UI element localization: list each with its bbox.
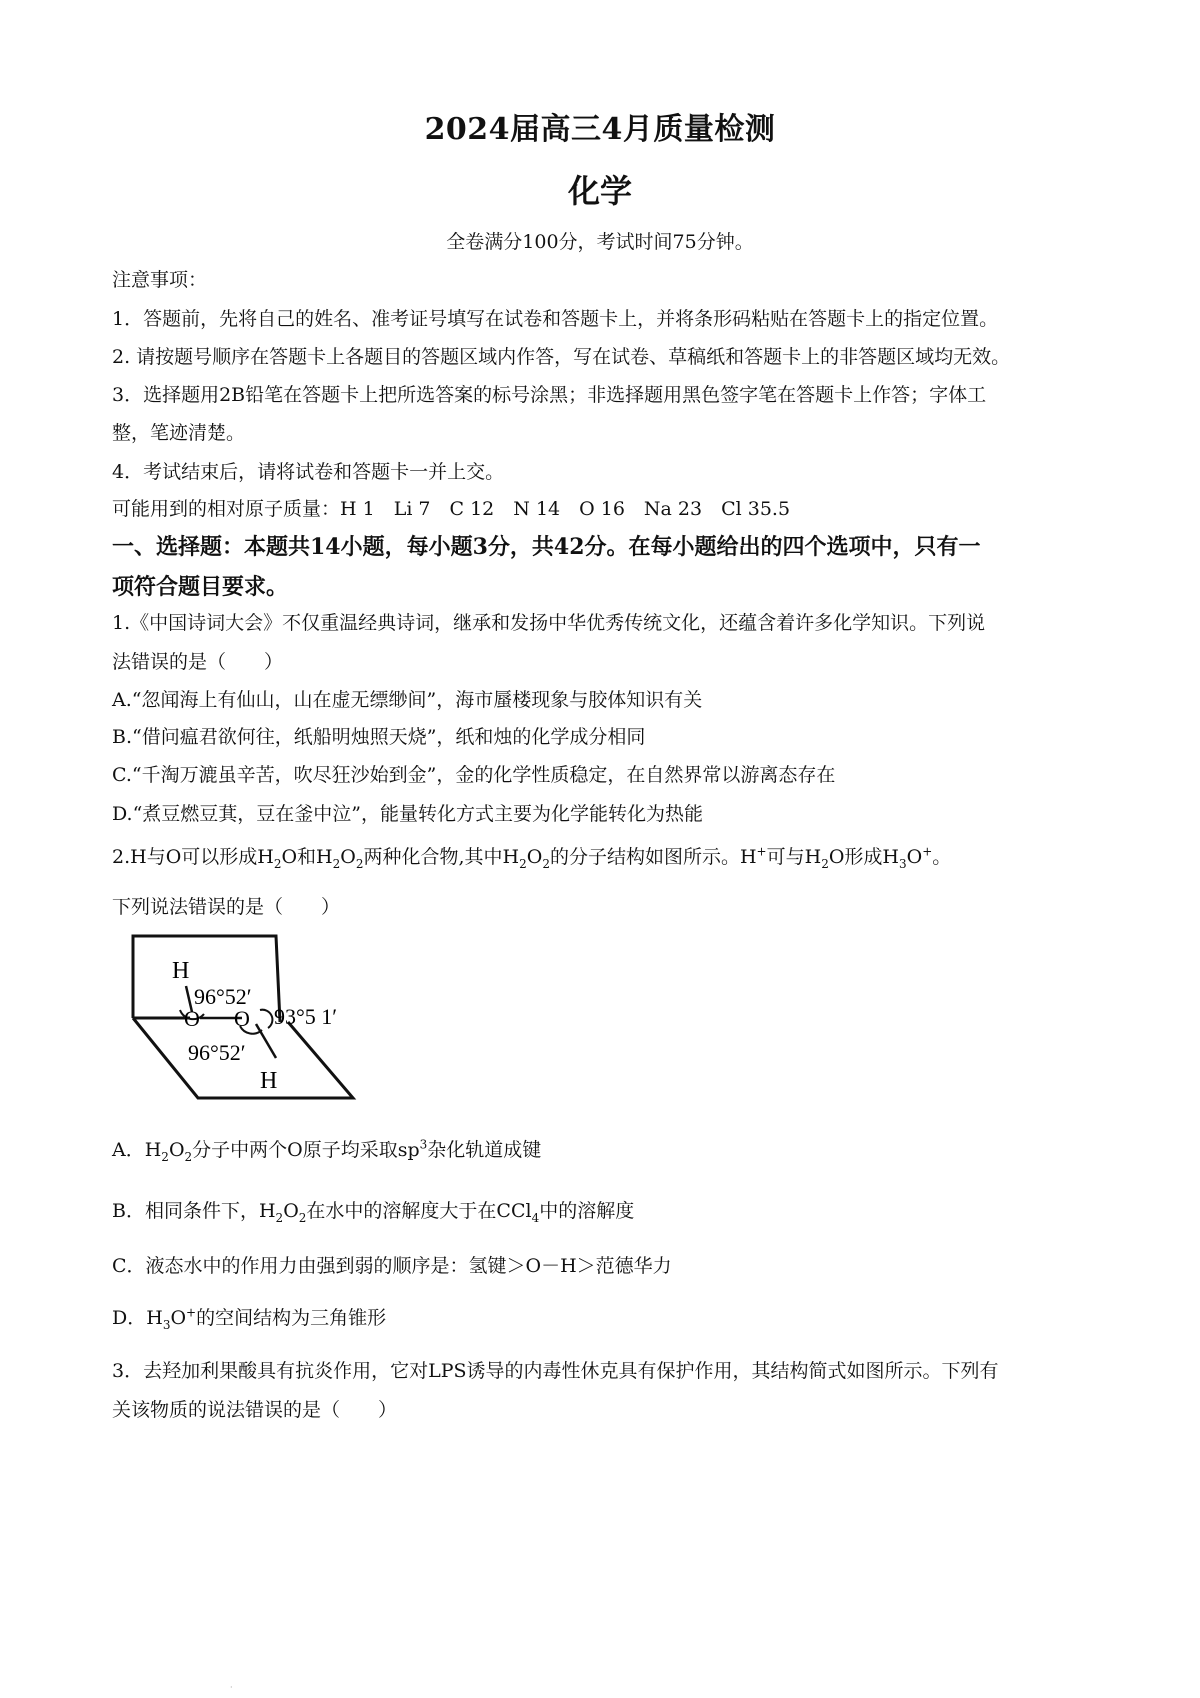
- angle-label-1: 96°52′: [194, 984, 252, 1009]
- note-item-1: 1．答题前，先将自己的姓名、准考证号填写在试卷和答题卡上，并将条形码粘贴在答题卡上的指定位置。: [112, 308, 999, 330]
- footer-mark: ·: [230, 1683, 233, 1692]
- exam-title: 2024届高三4月质量检测: [424, 112, 776, 147]
- q3-stem: 3．去羟加利果酸具有抗炎作用，它对LPS诱导的内毒性休克具有保护作用，其结构简式如图所示。下列有: [112, 1360, 999, 1382]
- q1-option-c: C.“千淘万漉虽辛苦，吹尽狂沙始到金”，金的化学性质稳定，在自然界常以游离态存在: [112, 764, 836, 786]
- h-top-label: H: [172, 958, 190, 984]
- h2o2-structure-figure: [108, 930, 388, 1105]
- note-item-2: 2. 请按题号顺序在答题卡上各题目的答题区域内作答，写在试卷、草稿纸和答题卡上的非答题区域均无效。: [112, 346, 1011, 368]
- atomic-masses: 可能用到的相对原子质量：H 1 Li 7 C 12 N 14 O 16 Na 23 Cl 35.5: [112, 498, 791, 520]
- q1-option-d: D.“煮豆燃豆萁，豆在釜中泣”，能量转化方式主要为化学能转化为热能: [112, 803, 704, 825]
- q2-stem: 2.H与O可以形成$H_2O$和$H_2O_2$两种化合物,其中$H_2O_2$的分子结构如图所示。H+可与$H_2O$形成$H_3O^+$。: [112, 844, 952, 871]
- note-item-3: 3．选择题用2B铅笔在答题卡上把所选答案的标号涂黑；非选择题用黑色签字笔在答题卡上作答；字体工: [112, 384, 987, 406]
- o-right-label: O: [234, 1006, 250, 1031]
- note-item-4: 4．考试结束后，请将试卷和答题卡一并上交。: [112, 461, 505, 483]
- q1-stem-cont: 法错误的是（ ）: [112, 651, 284, 673]
- q3-stem-cont: 关该物质的说法错误的是（ ）: [112, 1399, 398, 1421]
- q2-option-b: B．相同条件下，$H_2O_2$在水中的溶解度大于在CCl$_4$中的溶解度: [112, 1200, 635, 1225]
- section-heading: 一、选择题：本题共14小题，每小题3分，共42分。在每小题给出的四个选项中，只有一: [112, 534, 981, 560]
- subject-title: 化学: [567, 172, 632, 210]
- angle-label-3: 96°52′: [188, 1040, 246, 1065]
- q2-stem-cont: 下列说法错误的是（ ）: [112, 896, 341, 918]
- q2-option-d: D．$H_3O^+$的空间结构为三角锥形: [112, 1305, 387, 1332]
- note-item-3-cont: 整，笔迹清楚。: [112, 422, 246, 444]
- o-left-label: O: [184, 1006, 200, 1031]
- h2o2-structure-diagram: [108, 930, 388, 1105]
- score-info: 全卷满分100分，考试时间75分钟。: [446, 231, 754, 253]
- q2-option-a: A．$H_2O_2$分子中两个O原子均采取$sp^3$杂化轨道成键: [112, 1137, 542, 1164]
- q1-option-b: B.“借问瘟君欲何往，纸船明烛照天烧”，纸和烛的化学成分相同: [112, 726, 646, 748]
- q1-option-a: A.“忽闻海上有仙山，山在虚无缥缈间”，海市蜃楼现象与胶体知识有关: [112, 689, 703, 711]
- h-bottom-label: H: [260, 1068, 278, 1094]
- q2-option-c: C．液态水中的作用力由强到弱的顺序是：氢键＞O－H＞范德华力: [112, 1255, 672, 1277]
- section-heading-cont: 项符合题目要求。: [112, 574, 289, 600]
- q1-stem: 1.《中国诗词大会》不仅重温经典诗词，继承和发扬中华优秀传统文化，还蕴含着许多化学知识。下列说: [112, 612, 986, 634]
- notes-heading: 注意事项：: [112, 269, 208, 291]
- angle-label-2: 93°5 1′: [274, 1004, 338, 1029]
